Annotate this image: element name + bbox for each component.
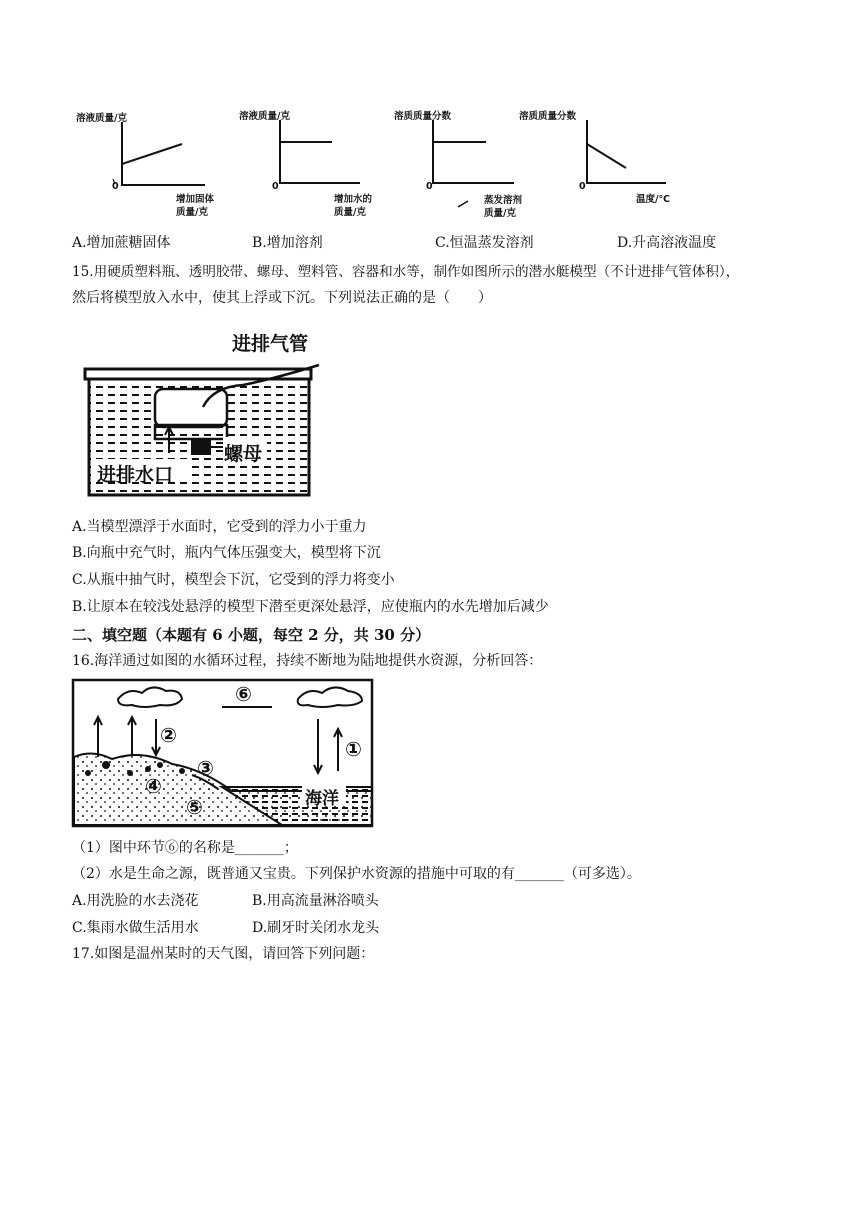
label-sea: 海洋: [305, 789, 339, 809]
q15-stem-line2: 然后将模型放入水中，使其上浮或下沉。下列说法正确的是（ ）: [72, 290, 492, 306]
graph-b-plot: [270, 120, 370, 200]
graph-a-origin: 0: [112, 181, 119, 192]
label-4: ④: [145, 774, 162, 798]
graph-b-xlabel-1: 增加水的: [334, 194, 373, 205]
graph-b-origin: 0: [272, 181, 279, 192]
graph-c-origin: 0: [426, 181, 433, 192]
q16-option-c: C.集雨水做生活用水: [72, 920, 199, 936]
graph-b-ylabel: 溶液质量/克: [239, 111, 290, 122]
label-6: ⑥: [235, 682, 252, 706]
q14-option-a: A.增加蔗糖固体: [72, 235, 171, 251]
q16-option-b: B.用高流量淋浴喷头: [252, 893, 379, 909]
graph-c-ylabel: 溶质质量分数: [394, 111, 452, 122]
q16-intro: 16.海洋通过如图的水循环过程，持续不断地为陆地提供水资源，分析回答：: [72, 653, 543, 669]
q15-option-b: B.向瓶中充气时，瓶内气体压强变大，模型将下沉: [72, 545, 381, 561]
label-3: ③: [197, 756, 214, 780]
submarine-label-tube: 进排气管: [232, 333, 309, 355]
graph-d-xlabel-1: 温度/℃: [636, 194, 670, 205]
q15-option-c: C.从瓶中抽气时，模型会下沉，它受到的浮力将变小: [72, 572, 395, 588]
section-2-heading: 二、填空题（本题有 6 小题，每空 2 分，共 30 分）: [72, 626, 431, 644]
submarine-label-inlet: 进排水口: [97, 464, 174, 486]
q15-stem-line1: 15.用硬质塑料瓶、透明胶带、螺母、塑料管、容器和水等，制作如图所示的潜水艇模型（不计进排气管体积），: [72, 264, 740, 280]
q15-option-d: B.让原本在较浅处悬浮的模型下潜至更深处悬浮，应使瓶内的水先增加后减少: [72, 599, 549, 615]
graph-d-origin: 0: [579, 181, 586, 192]
q16-option-a: A.用洗脸的水去浇花: [72, 893, 199, 909]
q16-sub1: （1）图中环节⑥的名称是_______；: [72, 840, 298, 856]
graph-a-xlabel-1: 增加固体: [176, 194, 215, 205]
graph-b-xlabel-2: 质量/克: [334, 207, 366, 218]
graph-d-ylabel: 溶质质量分数: [519, 111, 577, 122]
graph-a-ylabel: 溶液质量/克: [76, 113, 127, 124]
q14-option-b: B.增加溶剂: [252, 235, 323, 251]
q14-option-c: C.恒温蒸发溶剂: [435, 235, 534, 251]
q17-intro: 17.如图是温州某时的天气图，请回答下列问题：: [72, 946, 375, 962]
label-1: ①: [345, 737, 362, 761]
q15-option-a: A.当模型漂浮于水面时，它受到的浮力小于重力: [72, 519, 367, 535]
label-2: ②: [160, 723, 177, 747]
graph-c-xlabel-2: 质量/克: [484, 208, 516, 219]
graph-c-plot: [424, 120, 524, 210]
submarine-label-nut: 螺母: [224, 443, 263, 465]
q16-sub2: （2）水是生命之源，既普通又宝贵。下列保护水资源的措施中可取的有_______（可多选）。: [72, 866, 641, 882]
label-5: ⑤: [186, 795, 203, 819]
graph-c-xlabel-1: 蒸发溶剂: [484, 195, 523, 206]
graph-d-plot: [578, 120, 678, 200]
graph-a-xlabel-2: 质量/克: [176, 207, 208, 218]
graph-a-plot: [110, 122, 210, 202]
q16-option-d: D.刷牙时关闭水龙头: [252, 920, 380, 936]
q14-option-d: D.升高溶液温度: [617, 235, 717, 251]
